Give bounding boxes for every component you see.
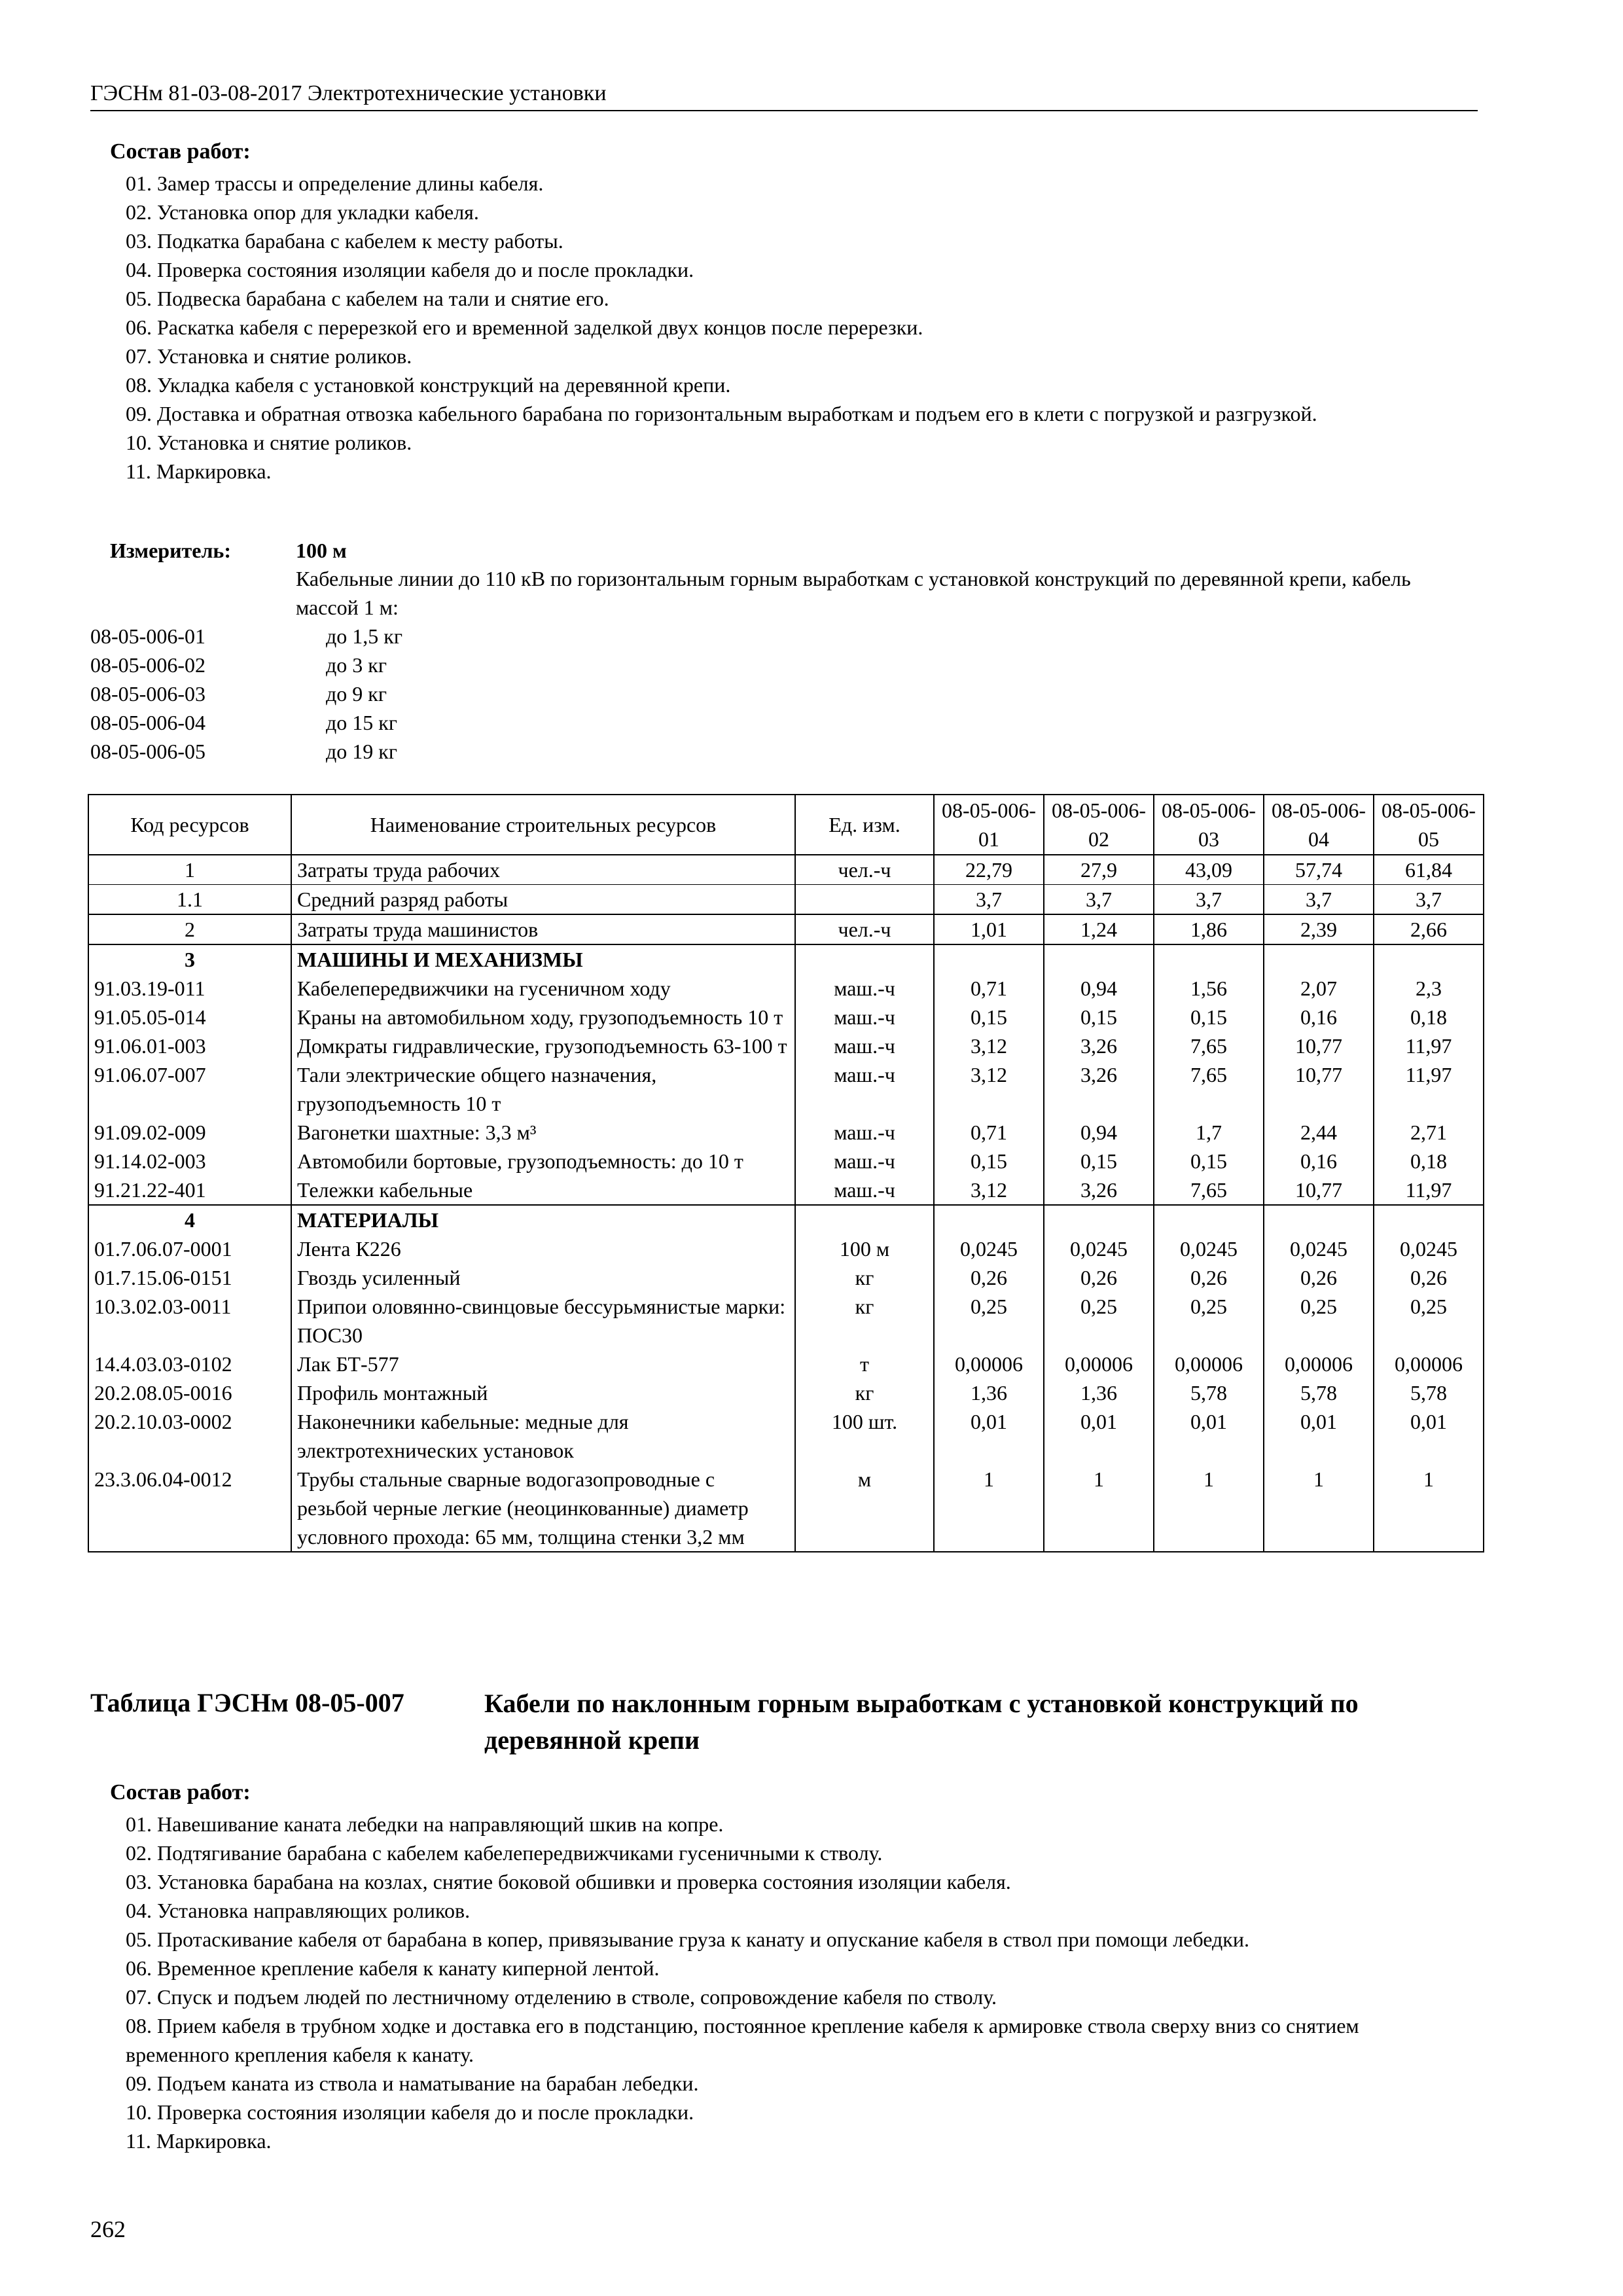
empty-cell <box>795 1205 934 1234</box>
composition-list <box>126 169 1435 486</box>
resource-name: Кабелепередвижчики на гусеничном ходу <box>291 974 795 1003</box>
header-col: 08-05-006-05 <box>1374 795 1484 855</box>
resource-value: 0,01 <box>1374 1407 1484 1465</box>
resource-value: 1,86 <box>1154 914 1264 944</box>
resource-value: 0,15 <box>1154 1147 1264 1175</box>
resource-value: 3,7 <box>934 885 1044 915</box>
resource-value: 5,78 <box>1154 1378 1264 1407</box>
header-code: Код ресурсов <box>88 795 291 855</box>
list-item: 06. Временное крепление кабеля к канату киперной лентой. <box>126 1956 660 1980</box>
resource-name: Затраты труда машинистов <box>291 914 795 944</box>
list-item: 09. Доставка и обратная отвозка кабельного барабана по горизонтальным выработкам и подъем его в клети с погрузкой и разгрузкой. <box>126 402 1317 425</box>
resource-value: 57,74 <box>1264 855 1374 885</box>
measure-code: 08-05-006-04 <box>90 711 205 734</box>
group-title: МАТЕРИАЛЫ <box>291 1205 795 1234</box>
resource-unit: маш.-ч <box>795 1003 934 1031</box>
empty-cell <box>1154 944 1264 974</box>
list-item: 11. Маркировка. <box>126 459 272 483</box>
resource-value: 10,77 <box>1264 1060 1374 1118</box>
resource-name: Наконечники кабельные: медные для электротехнических установок <box>291 1407 795 1465</box>
group-header-row <box>88 944 1484 974</box>
list-item: 04. Проверка состояния изоляции кабеля до и после прокладки. <box>126 258 694 281</box>
resource-value: 0,15 <box>1044 1003 1154 1031</box>
resource-value: 1 <box>934 1465 1044 1552</box>
list-item: 10. Установка и снятие роликов. <box>126 431 412 454</box>
resource-value: 11,97 <box>1374 1175 1484 1205</box>
resource-value: 0,0245 <box>1374 1234 1484 1263</box>
resource-value: 3,7 <box>1154 885 1264 915</box>
empty-cell <box>1044 944 1154 974</box>
group-code: 4 <box>88 1205 291 1234</box>
empty-cell <box>934 1205 1044 1234</box>
measure-value: до 3 кг <box>326 653 387 677</box>
list-item: 01. Навешивание каната лебедки на направляющий шкив на копре. <box>126 1812 724 1836</box>
resource-value: 0,00006 <box>1264 1350 1374 1378</box>
resource-code: 20.2.08.05-0016 <box>88 1378 291 1407</box>
group-code: 3 <box>88 944 291 974</box>
resource-unit: маш.-ч <box>795 1060 934 1118</box>
list-item: 05. Подвеска барабана с кабелем на тали и снятие его. <box>126 287 609 310</box>
list-item: 08. Прием кабеля в трубном ходке и доставка его в подстанцию, постоянное крепление кабеля к армировке ствола сверху вниз со снятием временного крепления кабеля к канату. <box>126 2014 1359 2066</box>
resource-code: 2 <box>88 914 291 944</box>
table-header-row <box>88 795 1484 855</box>
resource-value: 0,25 <box>1264 1292 1374 1350</box>
resource-value: 0,94 <box>1044 1118 1154 1147</box>
empty-cell <box>1374 1205 1484 1234</box>
table-row <box>88 1378 1484 1407</box>
resource-value: 0,71 <box>934 1118 1044 1147</box>
list-item: 03. Подкатка барабана с кабелем к месту работы. <box>126 229 563 253</box>
resource-code: 20.2.10.03-0002 <box>88 1407 291 1465</box>
measure-value: до 19 кг <box>326 740 397 763</box>
header-col: 08-05-006-02 <box>1044 795 1154 855</box>
table-row <box>88 1292 1484 1350</box>
resource-value: 0,15 <box>1154 1003 1264 1031</box>
measure-value: до 1,5 кг <box>326 624 402 648</box>
resource-value: 2,71 <box>1374 1118 1484 1147</box>
resource-name: Вагонетки шахтные: 3,3 м³ <box>291 1118 795 1147</box>
resource-value: 1,56 <box>1154 974 1264 1003</box>
table-row <box>88 1118 1484 1147</box>
resource-value: 0,18 <box>1374 1003 1484 1031</box>
resource-value: 7,65 <box>1154 1060 1264 1118</box>
resource-name: Гвоздь усиленный <box>291 1263 795 1292</box>
resource-name: Тали электрические общего назначения, грузоподъемность 10 т <box>291 1060 795 1118</box>
header-col: 08-05-006-01 <box>934 795 1044 855</box>
table-row <box>88 1031 1484 1060</box>
measure-label: Измеритель: <box>110 539 231 562</box>
resource-value: 0,00006 <box>1374 1350 1484 1378</box>
resource-value: 0,01 <box>1044 1407 1154 1465</box>
resource-value: 0,01 <box>934 1407 1044 1465</box>
resource-value: 0,16 <box>1264 1147 1374 1175</box>
resource-code: 1 <box>88 855 291 885</box>
resource-value: 0,16 <box>1264 1003 1374 1031</box>
resource-value: 0,0245 <box>934 1234 1044 1263</box>
group-header-row <box>88 1205 1484 1234</box>
composition-title: Состав работ: <box>110 1780 251 1804</box>
resource-unit: кг <box>795 1378 934 1407</box>
resource-value: 7,65 <box>1154 1031 1264 1060</box>
resource-code: 1.1 <box>88 885 291 915</box>
resource-value: 0,71 <box>934 974 1044 1003</box>
resource-value: 0,26 <box>934 1263 1044 1292</box>
resource-unit: чел.-ч <box>795 914 934 944</box>
composition-list <box>126 1810 1435 2155</box>
resource-value: 0,00006 <box>1044 1350 1154 1378</box>
resource-value: 1 <box>1374 1465 1484 1552</box>
measure-code: 08-05-006-03 <box>90 682 205 706</box>
table-row <box>88 855 1484 885</box>
resource-value: 22,79 <box>934 855 1044 885</box>
table-row <box>88 1234 1484 1263</box>
resource-value: 7,65 <box>1154 1175 1264 1205</box>
resource-value: 0,15 <box>1044 1147 1154 1175</box>
resource-value: 2,39 <box>1264 914 1374 944</box>
resource-code: 91.06.07-007 <box>88 1060 291 1118</box>
measure-unit: 100 м <box>296 539 347 562</box>
resource-value: 2,07 <box>1264 974 1374 1003</box>
resource-name: Лак БТ-577 <box>291 1350 795 1378</box>
resource-value: 1,36 <box>1044 1378 1154 1407</box>
resource-value: 3,26 <box>1044 1031 1154 1060</box>
measure-codes <box>90 622 205 766</box>
resource-value: 0,25 <box>1374 1292 1484 1350</box>
resource-name: Трубы стальные сварные водогазопроводные с резьбой черные легкие (неоцинкованные) диаметр условного прохода: 65 мм, толщина стенки 3,2 мм <box>291 1465 795 1552</box>
measure-code: 08-05-006-02 <box>90 653 205 677</box>
resource-code: 10.3.02.03-0011 <box>88 1292 291 1350</box>
resource-value: 1,01 <box>934 914 1044 944</box>
resource-code: 23.3.06.04-0012 <box>88 1465 291 1552</box>
resource-unit: 100 м <box>795 1234 934 1263</box>
resource-code: 14.4.03.03-0102 <box>88 1350 291 1378</box>
resource-value: 0,26 <box>1374 1263 1484 1292</box>
table-row <box>88 1263 1484 1292</box>
list-item: 02. Установка опор для укладки кабеля. <box>126 200 479 224</box>
resource-value: 0,25 <box>1154 1292 1264 1350</box>
resource-code: 91.14.02-003 <box>88 1147 291 1175</box>
resource-value: 1 <box>1264 1465 1374 1552</box>
composition-title: Состав работ: <box>110 139 251 164</box>
header-name: Наименование строительных ресурсов <box>291 795 795 855</box>
table-row <box>88 1060 1484 1118</box>
table-row <box>88 974 1484 1003</box>
resource-value: 2,3 <box>1374 974 1484 1003</box>
header-col: 08-05-006-03 <box>1154 795 1264 855</box>
resource-name: Тележки кабельные <box>291 1175 795 1205</box>
resource-code: 91.06.01-003 <box>88 1031 291 1060</box>
resource-value: 0,15 <box>934 1003 1044 1031</box>
resource-value: 3,12 <box>934 1175 1044 1205</box>
resource-value: 3,7 <box>1264 885 1374 915</box>
resource-code: 91.05.05-014 <box>88 1003 291 1031</box>
list-item: 08. Укладка кабеля с установкой конструкций на деревянной крепи. <box>126 373 731 397</box>
header-unit: Ед. изм. <box>795 795 934 855</box>
page-header <box>90 77 1478 111</box>
resource-value: 0,94 <box>1044 974 1154 1003</box>
resources-table <box>88 794 1484 1552</box>
measure-value: до 9 кг <box>326 682 387 706</box>
table-row <box>88 885 1484 915</box>
resource-value: 2,44 <box>1264 1118 1374 1147</box>
table-row <box>88 1465 1484 1552</box>
page-number: 262 <box>90 2216 126 2242</box>
list-item: 10. Проверка состояния изоляции кабеля до и после прокладки. <box>126 2100 694 2124</box>
resource-value: 3,7 <box>1044 885 1154 915</box>
resource-unit: кг <box>795 1263 934 1292</box>
measure-description: Кабельные линии до 110 кВ по горизонтальным горным выработкам с установкой конструкций по деревянной крепи, кабель массой 1 м: <box>296 567 1411 619</box>
resource-unit: т <box>795 1350 934 1378</box>
resource-unit: м <box>795 1465 934 1552</box>
table-row <box>88 1350 1484 1378</box>
resource-value: 1,7 <box>1154 1118 1264 1147</box>
list-item: 05. Протаскивание кабеля от барабана в копер, привязывание груза к канату и опускание кабеля в ствол при помощи лебедки. <box>126 1928 1249 1951</box>
list-item: 11. Маркировка. <box>126 2129 272 2153</box>
list-item: 04. Установка направляющих роликов. <box>126 1899 471 1922</box>
list-item: 07. Установка и снятие роликов. <box>126 344 412 368</box>
resource-value: 5,78 <box>1374 1378 1484 1407</box>
resource-value: 10,77 <box>1264 1031 1374 1060</box>
empty-cell <box>795 944 934 974</box>
empty-cell <box>934 944 1044 974</box>
resource-value: 0,0245 <box>1044 1234 1154 1263</box>
resource-name: Краны на автомобильном ходу, грузоподъемность 10 т <box>291 1003 795 1031</box>
empty-cell <box>1264 944 1374 974</box>
document-title: ГЭСНм 81-03-08-2017 Электротехнические установки <box>90 81 607 105</box>
resource-value: 0,26 <box>1044 1263 1154 1292</box>
resource-value: 0,25 <box>1044 1292 1154 1350</box>
list-item: 09. Подъем каната из ствола и наматывание на барабан лебедки. <box>126 2072 699 2095</box>
resource-value: 1 <box>1044 1465 1154 1552</box>
resource-value: 0,01 <box>1264 1407 1374 1465</box>
resource-name: Лента К226 <box>291 1234 795 1263</box>
resource-value: 27,9 <box>1044 855 1154 885</box>
resource-value: 43,09 <box>1154 855 1264 885</box>
resource-value: 3,12 <box>934 1031 1044 1060</box>
resource-value: 2,66 <box>1374 914 1484 944</box>
resource-name: Автомобили бортовые, грузоподъемность: до 10 т <box>291 1147 795 1175</box>
resource-value: 1 <box>1154 1465 1264 1552</box>
resource-value: 0,26 <box>1154 1263 1264 1292</box>
resource-value: 10,77 <box>1264 1175 1374 1205</box>
resource-value: 11,97 <box>1374 1060 1484 1118</box>
resource-name: Средний разряд работы <box>291 885 795 915</box>
resource-value: 61,84 <box>1374 855 1484 885</box>
measure-values <box>326 622 402 766</box>
list-item: 01. Замер трассы и определение длины кабеля. <box>126 171 544 195</box>
resource-name: Домкраты гидравлические, грузоподъемность 63-100 т <box>291 1031 795 1060</box>
resource-unit: чел.-ч <box>795 855 934 885</box>
resource-value: 0,25 <box>934 1292 1044 1350</box>
resource-value: 0,26 <box>1264 1263 1374 1292</box>
resource-value: 0,0245 <box>1264 1234 1374 1263</box>
resource-value: 3,26 <box>1044 1060 1154 1118</box>
header-col: 08-05-006-04 <box>1264 795 1374 855</box>
resource-code: 01.7.15.06-0151 <box>88 1263 291 1292</box>
table-row <box>88 914 1484 944</box>
empty-cell <box>1264 1205 1374 1234</box>
table-label: Таблица ГЭСНм 08-05-007 <box>90 1688 404 1717</box>
resource-code: 91.09.02-009 <box>88 1118 291 1147</box>
table-row <box>88 1407 1484 1465</box>
empty-cell <box>1374 944 1484 974</box>
resource-code: 91.21.22-401 <box>88 1175 291 1205</box>
table-row <box>88 1003 1484 1031</box>
list-item: 02. Подтягивание барабана с кабелем кабелепередвижчиками гусеничными к стволу. <box>126 1841 883 1865</box>
empty-cell <box>1154 1205 1264 1234</box>
resource-code: 91.03.19-011 <box>88 974 291 1003</box>
measure-code: 08-05-006-01 <box>90 624 205 648</box>
resource-value: 1,24 <box>1044 914 1154 944</box>
resource-code: 01.7.06.07-0001 <box>88 1234 291 1263</box>
group-title: МАШИНЫ И МЕХАНИЗМЫ <box>291 944 795 974</box>
resource-name: Профиль монтажный <box>291 1378 795 1407</box>
resource-unit: кг <box>795 1292 934 1350</box>
resource-unit: 100 шт. <box>795 1407 934 1465</box>
resource-unit <box>795 885 934 915</box>
resource-value: 0,0245 <box>1154 1234 1264 1263</box>
resource-name: Припои оловянно-свинцовые бессурьмянистые марки: ПОС30 <box>291 1292 795 1350</box>
list-item: 06. Раскатка кабеля с перерезкой его и временной заделкой двух концов после перерезки. <box>126 315 923 339</box>
resource-value: 0,15 <box>934 1147 1044 1175</box>
measure-code: 08-05-006-05 <box>90 740 205 763</box>
resource-value: 5,78 <box>1264 1378 1374 1407</box>
table-row <box>88 1147 1484 1175</box>
table-name: Кабели по наклонным горным выработкам с установкой конструкций по деревянной крепи <box>484 1689 1359 1755</box>
resource-unit: маш.-ч <box>795 1175 934 1205</box>
resource-value: 0,18 <box>1374 1147 1484 1175</box>
resource-unit: маш.-ч <box>795 1118 934 1147</box>
resource-name: Затраты труда рабочих <box>291 855 795 885</box>
list-item: 07. Спуск и подъем людей по лестничному отделению в стволе, сопровождение кабеля по стволу. <box>126 1985 997 2009</box>
list-item: 03. Установка барабана на козлах, снятие боковой обшивки и проверка состояния изоляции кабеля. <box>126 1870 1011 1893</box>
resource-value: 3,12 <box>934 1060 1044 1118</box>
resource-value: 0,00006 <box>1154 1350 1264 1378</box>
resource-value: 3,26 <box>1044 1175 1154 1205</box>
resource-value: 1,36 <box>934 1378 1044 1407</box>
measure-value: до 15 кг <box>326 711 397 734</box>
resource-value: 0,00006 <box>934 1350 1044 1378</box>
resource-unit: маш.-ч <box>795 1147 934 1175</box>
resource-value: 11,97 <box>1374 1031 1484 1060</box>
table-row <box>88 1175 1484 1205</box>
resource-unit: маш.-ч <box>795 974 934 1003</box>
resource-unit: маш.-ч <box>795 1031 934 1060</box>
empty-cell <box>1044 1205 1154 1234</box>
resource-value: 3,7 <box>1374 885 1484 915</box>
resource-value: 0,01 <box>1154 1407 1264 1465</box>
